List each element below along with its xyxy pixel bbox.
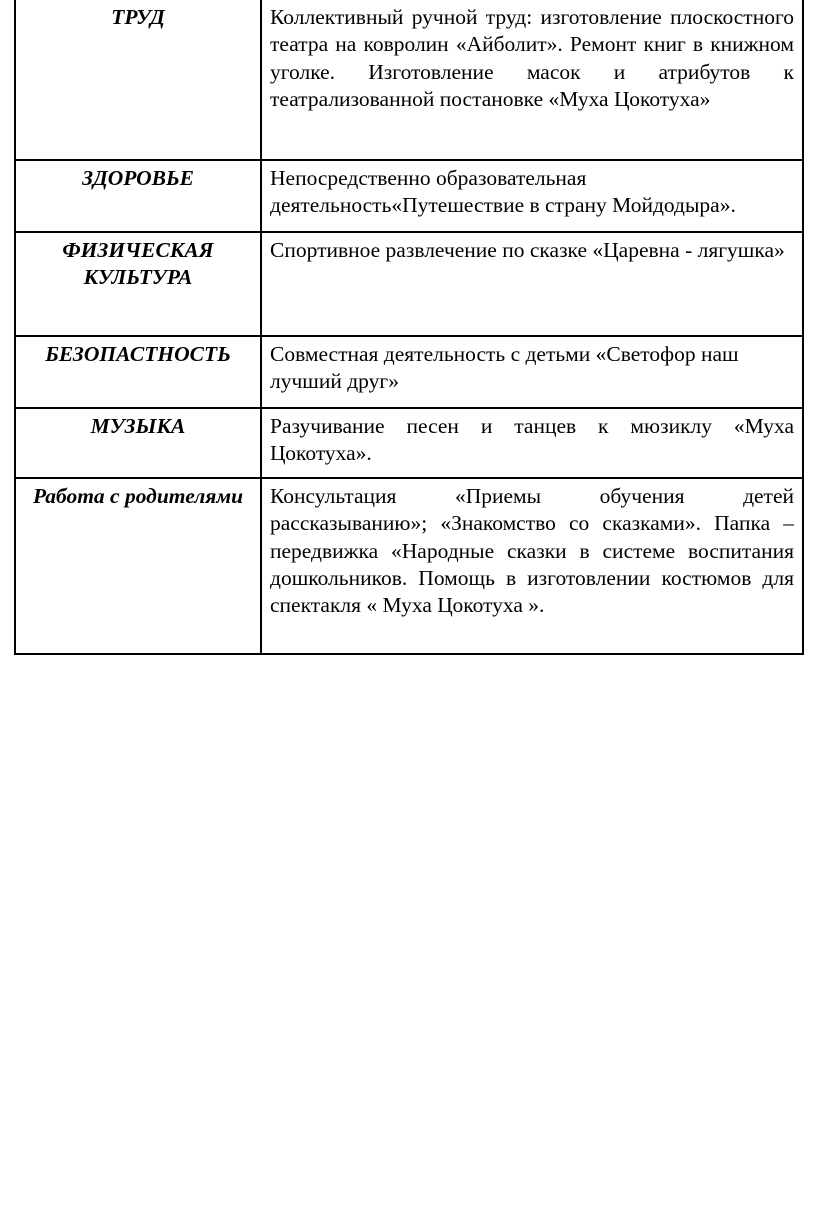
- table-row-muzyka: [15, 408, 803, 478]
- table-row-trud: [15, 0, 803, 160]
- content-cell-trud: Коллективный ручной труд: изготовление плоскостного театра на ковролин «Айболит». Ремонт книг в книжном уголке. Изготовление масок и атрибутов к театрализованной постановке «Муха Цокотуха»: [261, 0, 803, 160]
- topic-cell-muzyka: МУЗЫКА: [15, 408, 261, 478]
- topic-cell-fizkultura: ФИЗИЧЕСКАЯ КУЛЬТУРА: [15, 232, 261, 336]
- content-cell-roditeli: Консультация «Приемы обучения детей рассказыванию»; «Знакомство со сказками». Папка – передвижка «Народные сказки в системе воспитания дошкольников. Помощь в изготовлении костюмов для спектакля « Муха Цокотуха ».: [261, 478, 803, 654]
- content-cell-fizkultura: Спортивное развлечение по сказке «Царевна - лягушка»: [261, 232, 803, 336]
- topic-cell-zdorovie: ЗДОРОВЬЕ: [15, 160, 261, 232]
- topic-cell-roditeli: Работа с родителями: [15, 478, 261, 654]
- content-cell-bezopasnost: Совместная деятельность с детьми «Светофор наш лучший друг»: [261, 336, 803, 408]
- table-row-fizkultura: [15, 232, 803, 336]
- content-cell-zdorovie: Непосредственно образовательная деятельность«Путешествие в страну Мойдодыра».: [261, 160, 803, 232]
- table-row-bezopasnost: [15, 336, 803, 408]
- content-cell-muzyka: Разучивание песен и танцев к мюзиклу «Муха Цокотуха».: [261, 408, 803, 478]
- plan-table: [14, 0, 804, 655]
- table-row-zdorovie: [15, 160, 803, 232]
- table-row-roditeli: [15, 478, 803, 654]
- topic-cell-bezopasnost: БЕЗОПАСТНОСТЬ: [15, 336, 261, 408]
- topic-cell-trud: ТРУД: [15, 0, 261, 160]
